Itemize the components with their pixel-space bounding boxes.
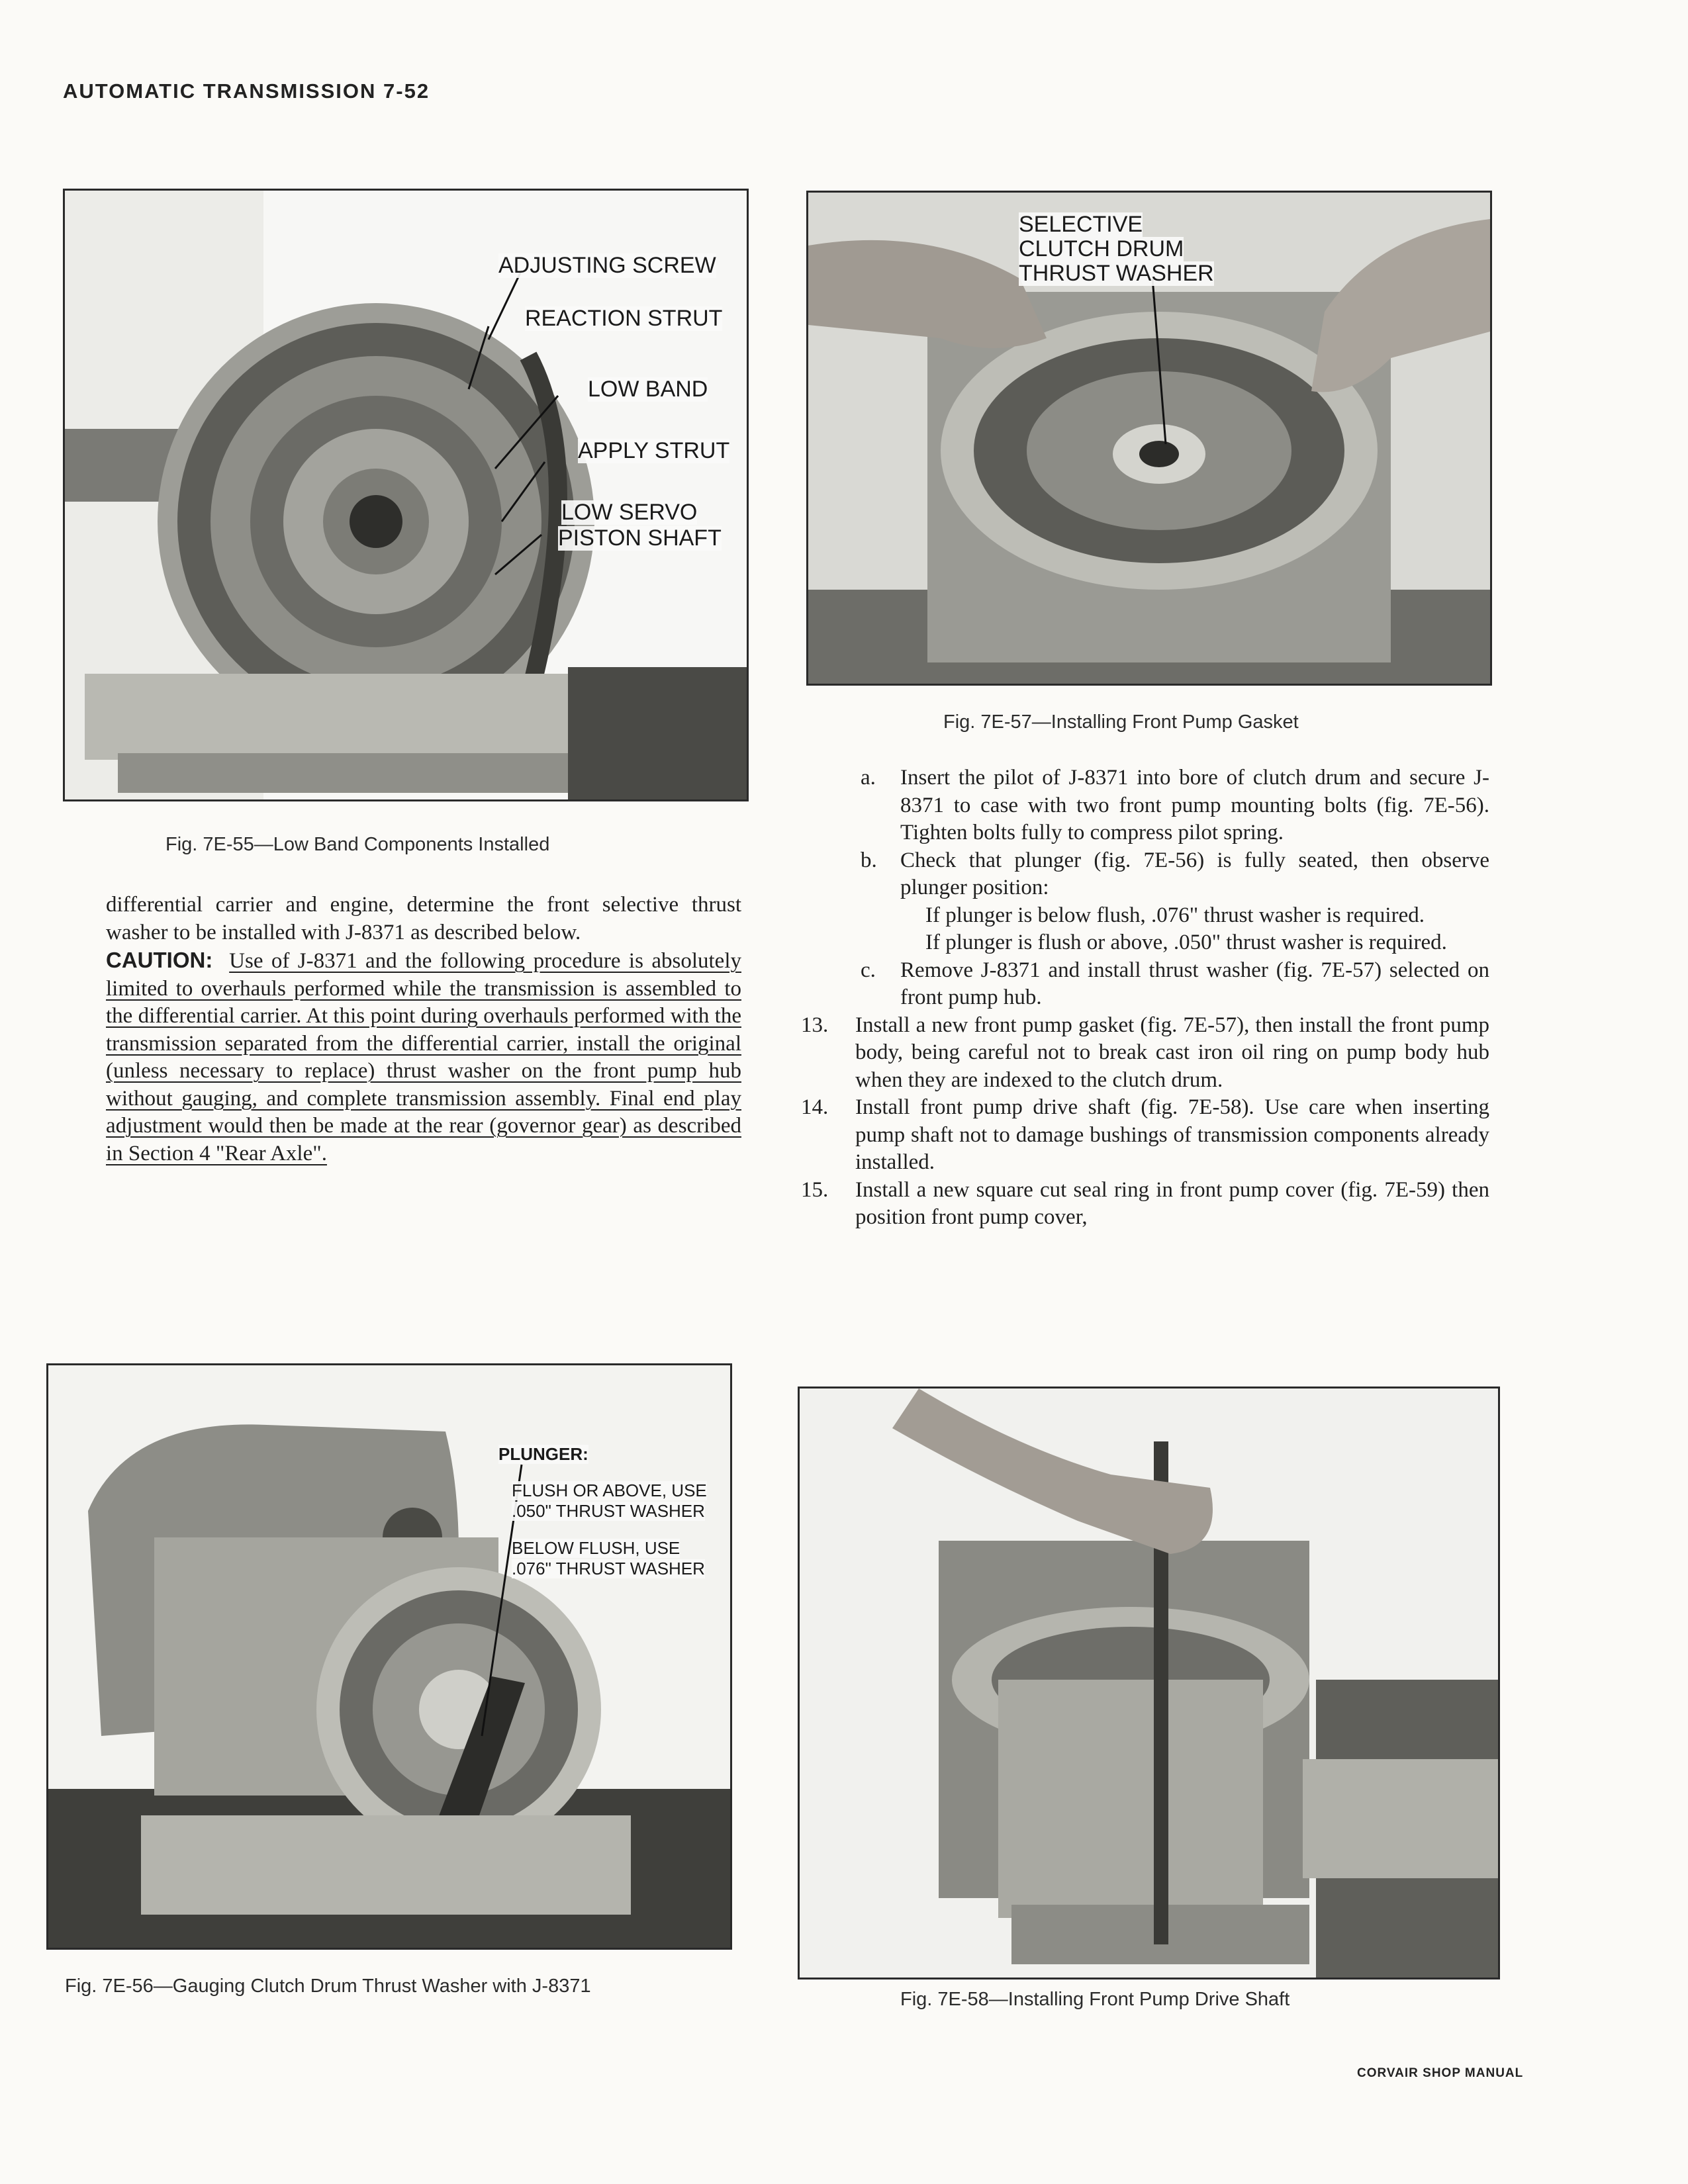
low-band-photo	[65, 191, 747, 799]
step-a	[801, 764, 1489, 847]
figure-7e-57	[806, 191, 1492, 686]
step-b-marker: b.	[861, 848, 877, 872]
step-14-marker: 14.	[801, 1095, 829, 1119]
step-b	[801, 847, 1489, 902]
step-b-text: Check that plunger (fig. 7E-56) is fully seated, then observe plunger position:	[900, 848, 1489, 899]
step-15-text: Install a new square cut seal ring in front pump cover (fig. 7E-59) then position front pump cover,	[855, 1177, 1489, 1229]
drive-shaft-photo	[800, 1388, 1498, 1978]
gauging-photo	[48, 1365, 730, 1948]
step-a-text: Insert the pilot of J-8371 into bore of clutch drum and secure J-8371 to case with two front pump mounting bolts (fig. 7E-56). Tighten bolts fully to compress pilot spring.	[900, 766, 1489, 844]
right-column-text	[801, 764, 1489, 1232]
step-b-sub2: If plunger is flush or above, .050" thrust washer is required.	[925, 931, 1447, 954]
label-low-servo: LOW SERVO	[561, 500, 698, 525]
step-a-marker: a.	[861, 766, 876, 790]
caution-text: Use of J-8371 and the following procedure is absolutely limited to overhauls performed while the transmission is assembled to the differential carrier. At this point during overhauls performed with the transmission separated from the differential carrier, install the original (unless necessary to replace) thrust washer on the front pump hub without gauging, and complete transmission assembly. Final end play adjustment would then be made at the rear (governor gear) as described in Section 4 "Rear Axle".	[106, 949, 741, 1165]
label-apply-strut: APPLY STRUT	[578, 438, 730, 463]
figure-7e-56	[46, 1363, 732, 1950]
step-c	[801, 957, 1489, 1012]
figure-7e-58-caption: Fig. 7E-58—Installing Front Pump Drive Shaft	[900, 1989, 1290, 2010]
label-selective: SELECTIVE	[1019, 212, 1143, 237]
label-below-2: .076" THRUST WASHER	[512, 1559, 705, 1578]
step-13-marker: 13.	[801, 1013, 829, 1037]
label-adjusting-screw: ADJUSTING SCREW	[498, 253, 716, 278]
label-low-band: LOW BAND	[588, 377, 708, 402]
step-14-text: Install front pump drive shaft (fig. 7E-58). Use care when inserting pump shaft not to damage bushings of transmission components already installed.	[855, 1095, 1489, 1174]
label-piston-shaft: PISTON SHAFT	[558, 525, 722, 551]
step-15	[801, 1177, 1489, 1232]
label-plunger: PLUNGER:	[498, 1444, 588, 1464]
caution-paragraph	[106, 946, 741, 1167]
caution-label: CAUTION:	[106, 948, 213, 972]
step-c-marker: c.	[861, 958, 876, 982]
label-below-1: BELOW FLUSH, USE	[512, 1538, 680, 1558]
label-reaction-strut: REACTION STRUT	[525, 306, 723, 331]
page-footer: CORVAIR SHOP MANUAL	[1357, 2066, 1524, 2080]
page-header: AUTOMATIC TRANSMISSION 7-52	[63, 79, 430, 103]
figure-7e-55	[63, 189, 749, 801]
step-13	[801, 1012, 1489, 1095]
step-15-marker: 15.	[801, 1177, 829, 1202]
label-clutch-drum: CLUTCH DRUM	[1019, 236, 1184, 261]
left-column-text	[106, 891, 741, 1167]
figure-7e-57-caption: Fig. 7E-57—Installing Front Pump Gasket	[943, 711, 1299, 733]
figure-7e-56-caption: Fig. 7E-56—Gauging Clutch Drum Thrust Washer with J-8371	[65, 1976, 591, 1997]
label-flush-2: .050" THRUST WASHER	[512, 1501, 705, 1521]
label-thrust-washer: THRUST WASHER	[1019, 261, 1214, 286]
step-b-sub1: If plunger is below flush, .076" thrust washer is required.	[925, 903, 1425, 927]
figure-7e-58	[798, 1387, 1500, 1979]
step-13-text: Install a new front pump gasket (fig. 7E-57), then install the front pump body, being careful not to break cast iron oil ring on pump body hub when they are indexed to the clutch drum.	[855, 1013, 1489, 1092]
label-flush-1: FLUSH OR ABOVE, USE	[512, 1480, 707, 1500]
figure-7e-55-caption: Fig. 7E-55—Low Band Components Installed	[165, 834, 550, 855]
intro-paragraph: differential carrier and engine, determine the front selective thrust washer to be installed with J-8371 as described below.	[106, 893, 741, 944]
step-14	[801, 1094, 1489, 1177]
step-c-text: Remove J-8371 and install thrust washer (fig. 7E-57) selected on front pump hub.	[900, 958, 1489, 1009]
